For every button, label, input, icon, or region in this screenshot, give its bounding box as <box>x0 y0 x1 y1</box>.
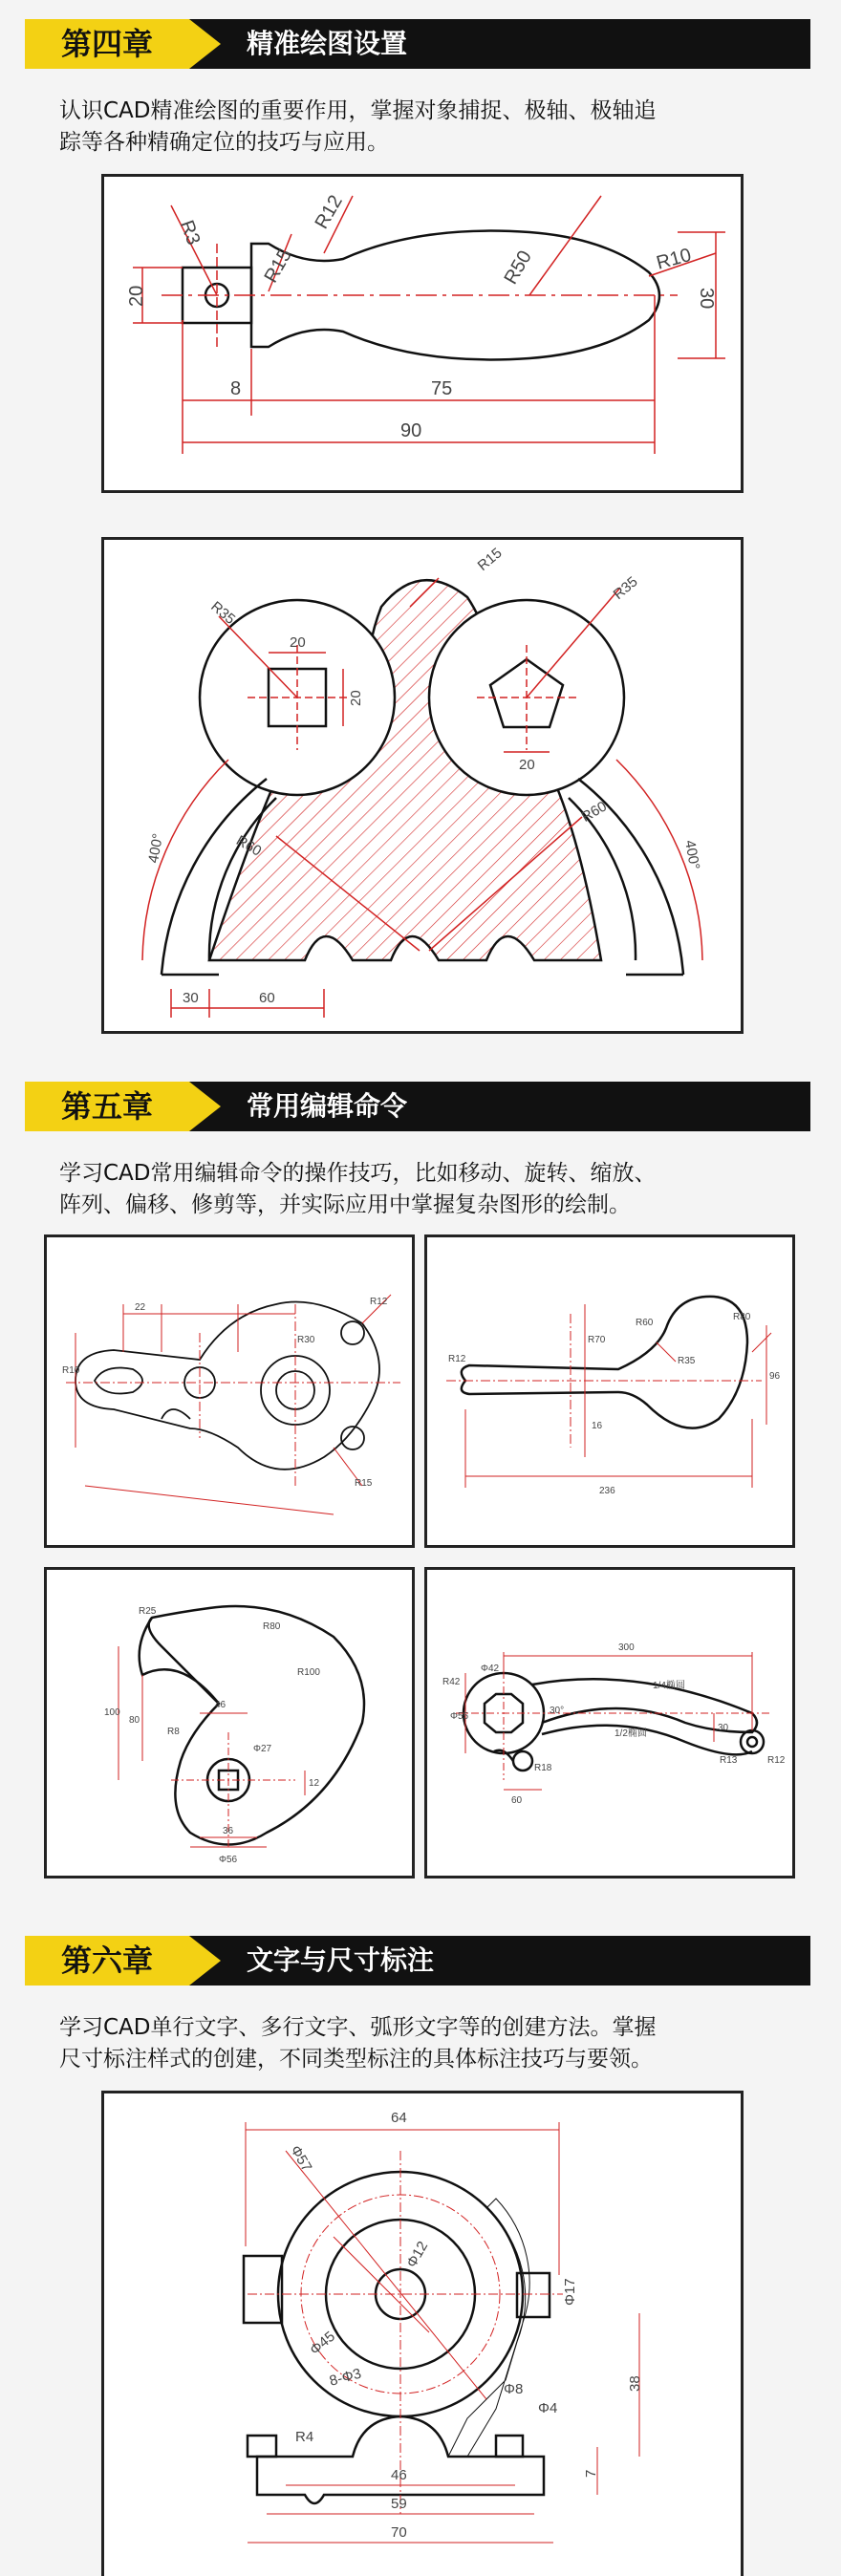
dimension-label: R80 <box>733 1312 751 1322</box>
dimension-label: R10 <box>654 244 694 274</box>
drawing-panel-spoon <box>424 1234 795 1548</box>
chapter-title: 常用编辑命令 <box>247 1090 408 1122</box>
lever-drawing <box>47 1237 412 1545</box>
wrench-drawing <box>427 1570 792 1876</box>
chapter-4-description <box>59 96 805 159</box>
drawing-panel-wrench <box>424 1567 795 1878</box>
description-line: 踪等各种精确定位的技巧与应用。 <box>59 130 389 155</box>
dimension-label: R12 <box>370 1297 388 1307</box>
dimension-label: 70 <box>391 2524 407 2541</box>
dimension-label: 30 <box>696 288 717 310</box>
hook-drawing <box>47 1570 412 1876</box>
dimension-label: R8 <box>167 1727 180 1737</box>
chapter-number: 第六章 <box>61 1943 154 1979</box>
dimension-label: 7 <box>583 2469 599 2478</box>
drawing-panel-lever <box>44 1234 415 1548</box>
dimension-label: R18 <box>534 1763 552 1773</box>
description-line: 阵列、偏移、修剪等，并实际应用中掌握复杂图形的绘制。 <box>59 1192 631 1217</box>
dimension-label: Φ8 <box>504 2381 524 2397</box>
dimension-label: 96 <box>769 1371 781 1382</box>
dimension-label: 30° <box>550 1706 565 1716</box>
dimension-label: 400° <box>681 838 703 871</box>
dimension-label: 90 <box>400 420 422 441</box>
description-line: 尺寸标注样式的创建，不同类型标注的具体标注技巧与要领。 <box>59 2047 653 2072</box>
dimension-label: 12 <box>309 1778 320 1789</box>
description-line: 学习CAD单行文字、多行文字、弧形文字等的创建方法。掌握 <box>59 2015 657 2040</box>
dimension-label: 100 <box>104 1707 120 1718</box>
dimension-label: R30 <box>297 1335 315 1345</box>
dimension-label: R15 <box>260 245 296 287</box>
description-line: 学习CAD常用编辑命令的操作技巧，比如移动、旋转、缩放、 <box>59 1161 657 1186</box>
dimension-label: Φ12 <box>403 2238 432 2271</box>
dimension-label: R42 <box>442 1677 461 1687</box>
dimension-label: Φ45 <box>307 2328 338 2359</box>
dimension-label: 30 <box>183 990 199 1006</box>
dimension-label: 60 <box>511 1795 523 1806</box>
dimension-label: 38 <box>627 2375 643 2392</box>
drawing-panel-circles <box>101 537 744 1034</box>
dimension-label: 20 <box>290 634 306 651</box>
chapter-title: 文字与尺寸标注 <box>247 1944 435 1976</box>
chapter-4-banner <box>25 19 810 69</box>
dimension-label: 20 <box>348 690 364 706</box>
dimension-label: 8 <box>230 378 242 399</box>
chapter-number: 第四章 <box>61 26 154 62</box>
chapter-5-description <box>59 1158 805 1221</box>
dimension-label: 1/2椭圆 <box>615 1728 647 1739</box>
dimension-label: 60 <box>259 990 275 1006</box>
drawing-panel-housing <box>101 2091 744 2576</box>
dimension-label: 30 <box>718 1723 729 1733</box>
chapter-6-banner <box>25 1936 810 1986</box>
dimension-label: 1/4椭圆 <box>653 1681 685 1691</box>
drawing-panel-hook <box>44 1567 415 1878</box>
dimension-label: Φ57 <box>287 2142 315 2175</box>
dimension-label: R3 <box>175 217 205 248</box>
dimension-label: 8-Φ3 <box>327 2365 363 2390</box>
dimension-label: R35 <box>678 1356 696 1366</box>
dimension-label: R60 <box>578 798 610 826</box>
spoon-drawing <box>427 1237 792 1545</box>
dimension-label: 20 <box>126 285 147 307</box>
dimension-label: Φ56 <box>219 1855 238 1865</box>
drawing-panel-fish <box>101 174 744 493</box>
dimension-label: 236 <box>599 1486 615 1496</box>
chapter-title: 精准绘图设置 <box>247 28 408 59</box>
dimension-label: R13 <box>720 1755 738 1766</box>
dimension-label: Φ27 <box>253 1744 272 1754</box>
chapter-5-banner <box>25 1082 810 1131</box>
dimension-label: Φ4 <box>538 2400 558 2416</box>
dimension-label: 400° <box>145 832 167 865</box>
dimension-label: R15 <box>355 1478 373 1489</box>
dimension-label: 22 <box>135 1302 146 1313</box>
dimension-label: 80 <box>129 1715 140 1726</box>
description-line: 认识CAD精准绘图的重要作用，掌握对象捕捉、极轴、极轴追 <box>59 98 657 123</box>
dimension-label: 59 <box>391 2496 407 2512</box>
dimension-label: R15 <box>474 545 506 574</box>
dimension-label: R60 <box>636 1318 654 1328</box>
dimension-label: R60 <box>233 832 265 860</box>
dimension-label: R80 <box>263 1621 281 1632</box>
dimension-label: Φ17 <box>562 2278 578 2306</box>
dimension-label: R4 <box>295 2429 314 2445</box>
dimension-label: R50 <box>500 247 536 289</box>
dimension-label: R25 <box>139 1606 157 1617</box>
dimension-label: Φ55 <box>450 1711 469 1722</box>
dimension-label: R10 <box>62 1365 80 1376</box>
fish-drawing <box>104 177 741 490</box>
chapter-6-description <box>59 2012 805 2075</box>
dimension-label: R70 <box>588 1335 606 1345</box>
dimension-label: 46 <box>215 1700 226 1710</box>
dimension-label: 46 <box>391 2467 407 2483</box>
dimension-label: 300 <box>618 1642 635 1653</box>
dimension-label: R35 <box>610 573 641 603</box>
dimension-label: 36 <box>223 1826 234 1836</box>
circles-drawing <box>104 540 741 1031</box>
dimension-label: 64 <box>391 2110 407 2126</box>
dimension-label: R12 <box>311 191 347 233</box>
dimension-label: R12 <box>767 1755 786 1766</box>
housing-drawing <box>104 2093 741 2576</box>
dimension-label: 16 <box>592 1421 603 1431</box>
dimension-label: R35 <box>207 598 239 628</box>
dimension-label: 75 <box>431 378 453 399</box>
dimension-label: 20 <box>519 757 535 773</box>
dimension-label: R100 <box>297 1667 320 1678</box>
dimension-label: R12 <box>448 1354 466 1364</box>
dimension-label: Φ42 <box>481 1664 500 1674</box>
chapter-number: 第五章 <box>61 1088 154 1125</box>
